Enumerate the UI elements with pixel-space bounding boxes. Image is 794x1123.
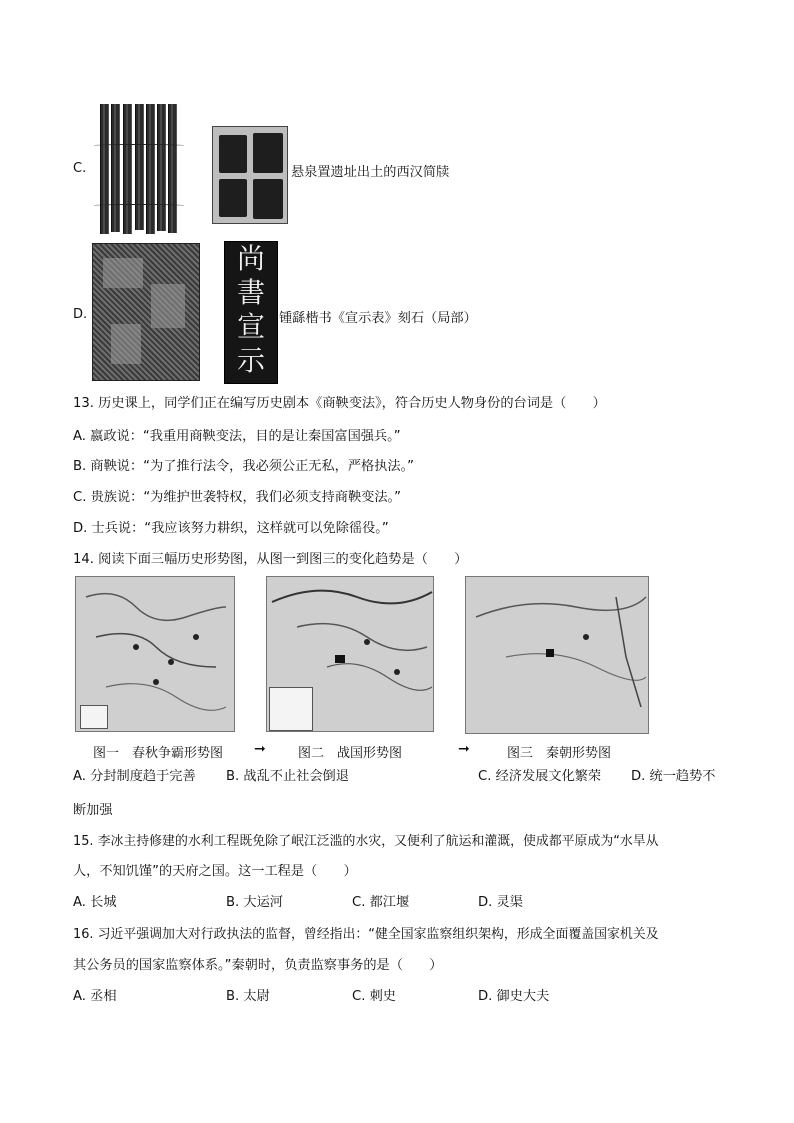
map-warring-states [266,576,434,732]
arrow-icon: ➞ [254,741,266,757]
q12-option-d-caption: 锺繇楷书《宣示表》刻石（局部） [279,311,477,326]
q14-option-c: C. 经济发展文化繁荣 [478,769,602,784]
map-qin-dynasty [465,576,649,734]
calligraphy-char: 示 [236,344,265,377]
calligraphy-char: 宣 [236,310,265,343]
map-caption-1: 图一 春秋争霸形势图 [93,746,224,761]
calligraphy-char: 書 [236,276,265,309]
calligraphy-char: 尚 [236,242,265,275]
q13-option-d: D. 士兵说：“我应该努力耕织，这样就可以免除徭役。” [73,521,389,536]
calligraphy-strip [224,241,278,384]
q15-stem-line2: 人，不知饥馑”的天府之国。这一工程是（ ） [73,864,357,879]
q12-option-c-caption: 悬泉置遗址出土的西汉简牍 [291,165,450,180]
q15-option-d: D. 灵渠 [478,895,523,910]
map-caption-3: 图三 秦朝形势图 [507,746,612,761]
q16-option-d: D. 御史大夫 [478,989,550,1004]
wooden-seal-photo [212,126,288,224]
q16-stem-line2: 其公务员的国家监察体系。”秦朝时，负责监察事务的是（ ） [73,958,443,973]
q13-stem: 13. 历史课上，同学们正在编写历史剧本《商鞅变法》，符合历史人物身份的台词是（ ） [73,396,606,411]
q16-option-c: C. 刺史 [352,989,396,1004]
q14-stem: 14. 阅读下面三幅历史形势图，从图一到图三的变化趋势是（ ） [73,552,468,567]
q16-stem-line1: 16. 习近平强调加大对行政执法的监督，曾经指出：“健全国家监察组织架构，形成全面覆盖国家机关及 [73,927,659,942]
q15-stem-line1: 15. 李冰主持修建的水利工程既免除了岷江泛滥的水灾，又便利了航运和灌溉，使成都平原成为“水旱从 [73,834,659,849]
q13-option-b: B. 商鞅说：“为了推行法令，我必须公正无私，严格执法。” [73,459,414,474]
q13-option-a: A. 嬴政说：“我重用商鞅变法，目的是让秦国富国强兵。” [73,429,401,444]
bamboo-slips-photo [98,104,178,234]
q14-option-b: B. 战乱不止社会倒退 [226,769,349,784]
map-caption-2: 图二 战国形势图 [298,746,403,761]
q15-option-c: C. 都江堰 [352,895,410,910]
q15-option-b: B. 大运河 [226,895,283,910]
q14-option-a: A. 分封制度趋于完善 [73,769,196,784]
q12-option-c-label: C. [73,161,87,176]
stele-rubbing-photo [92,243,200,381]
q16-option-b: B. 太尉 [226,989,270,1004]
q13-option-c: C. 贵族说：“为维护世袭特权，我们必须支持商鞅变法。” [73,490,401,505]
map-spring-autumn [75,576,235,732]
q15-option-a: A. 长城 [73,895,117,910]
q14-option-d-continued: 断加强 [73,803,113,818]
arrow-icon: ➞ [458,741,470,757]
q16-option-a: A. 丞相 [73,989,117,1004]
q14-option-d: D. 统一趋势不 [631,769,716,784]
q12-option-d-label: D. [73,307,88,322]
